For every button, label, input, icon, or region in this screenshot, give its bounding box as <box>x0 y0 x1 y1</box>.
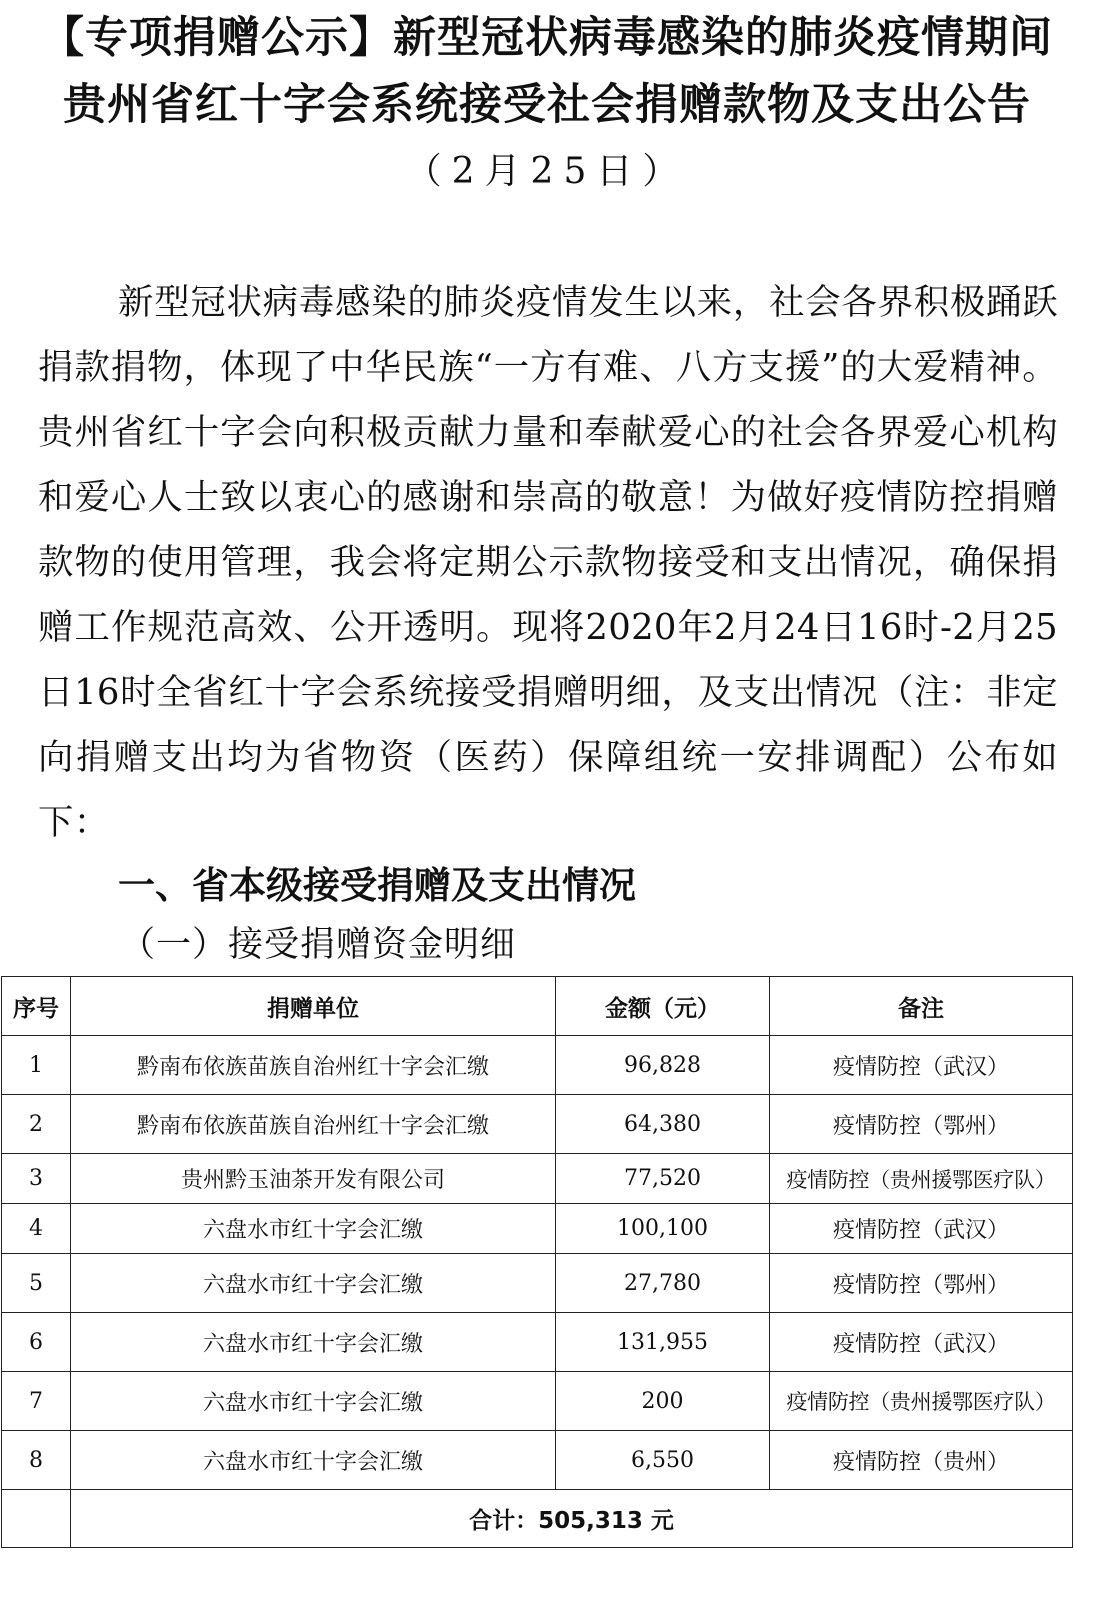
row-index: 3 <box>2 1154 71 1204</box>
row-donor: 六盘水市红十字会汇缴 <box>71 1431 556 1490</box>
row-amount: 27,780 <box>556 1254 770 1313</box>
table-row <box>2 1431 1073 1490</box>
row-index: 2 <box>2 1095 71 1154</box>
row-index: 1 <box>2 1036 71 1095</box>
row-note: 疫情防控（贵州援鄂医疗队） <box>770 1372 1073 1431</box>
row-note: 疫情防控（武汉） <box>770 1313 1073 1372</box>
row-amount: 6,550 <box>556 1431 770 1490</box>
row-note: 疫情防控（鄂州） <box>770 1254 1073 1313</box>
row-amount: 77,520 <box>556 1154 770 1204</box>
row-donor: 六盘水市红十字会汇缴 <box>71 1204 556 1254</box>
row-index: 4 <box>2 1204 71 1254</box>
table-row <box>2 1313 1073 1372</box>
header-donor: 捐赠单位 <box>71 977 556 1036</box>
intro-paragraph: 新型冠状病毒感染的肺炎疫情发生以来，社会各界积极踊跃捐款捐物，体现了中华民族“一方有难、八方支援”的大爱精神。贵州省红十字会向积极贡献力量和奉献爱心的社会各界爱心机构和爱心人士致以衷心的感谢和崇高的敬意！为做好疫情防控捐赠款物的使用管理，我会将定期公示款物接受和支出情况，确保捐赠工作规范高效、公开透明。现将2020年2月24日16时-2月25日16时全省红十字会系统接受捐赠明细，及支出情况（注：非定向捐赠支出均为省物资（医药）保障组统一安排调配）公布如下： <box>38 282 1058 843</box>
row-amount: 64,380 <box>556 1095 770 1154</box>
document-title-line-1: 【专项捐赠公示】新型冠状病毒感染的肺炎疫情期间 <box>41 13 1053 63</box>
row-index: 8 <box>2 1431 71 1490</box>
row-donor: 贵州黔玉油茶开发有限公司 <box>71 1154 556 1204</box>
row-index: 6 <box>2 1313 71 1372</box>
row-amount: 100,100 <box>556 1204 770 1254</box>
row-donor: 黔南布依族苗族自治州红十字会汇缴 <box>71 1036 556 1095</box>
row-note: 疫情防控（贵州援鄂医疗队） <box>770 1154 1073 1204</box>
donation-table <box>1 976 1073 1548</box>
section-heading: 一、省本级接受捐赠及支出情况 <box>118 864 636 907</box>
section-subheading: （一）接受捐赠资金明细 <box>120 925 517 965</box>
row-donor: 六盘水市红十字会汇缴 <box>71 1254 556 1313</box>
row-note: 疫情防控（贵州） <box>770 1431 1073 1490</box>
row-note: 疫情防控（武汉） <box>770 1036 1073 1095</box>
table-row <box>2 1095 1073 1154</box>
row-note: 疫情防控（鄂州） <box>770 1095 1073 1154</box>
document-title-line-2: 贵州省红十字会系统接受社会捐赠款物及支出公告 <box>63 80 1031 130</box>
header-note: 备注 <box>770 977 1073 1036</box>
header-index: 序号 <box>2 977 71 1036</box>
table-total-row <box>2 1490 1073 1548</box>
document-date: （2月25日） <box>405 151 689 192</box>
total-row-blank <box>2 1490 71 1548</box>
row-amount: 131,955 <box>556 1313 770 1372</box>
row-donor: 六盘水市红十字会汇缴 <box>71 1313 556 1372</box>
row-donor: 黔南布依族苗族自治州红十字会汇缴 <box>71 1095 556 1154</box>
row-amount: 96,828 <box>556 1036 770 1095</box>
row-amount: 200 <box>556 1372 770 1431</box>
table-header-row <box>2 977 1073 1036</box>
row-note: 疫情防控（武汉） <box>770 1204 1073 1254</box>
table-row <box>2 1204 1073 1254</box>
table-row <box>2 1254 1073 1313</box>
table-row <box>2 1372 1073 1431</box>
row-index: 7 <box>2 1372 71 1431</box>
row-index: 5 <box>2 1254 71 1313</box>
total-amount: 合计：505,313 元 <box>71 1490 1073 1548</box>
table-row <box>2 1154 1073 1204</box>
header-amount: 金额（元） <box>556 977 770 1036</box>
row-donor: 六盘水市红十字会汇缴 <box>71 1372 556 1431</box>
table-row <box>2 1036 1073 1095</box>
